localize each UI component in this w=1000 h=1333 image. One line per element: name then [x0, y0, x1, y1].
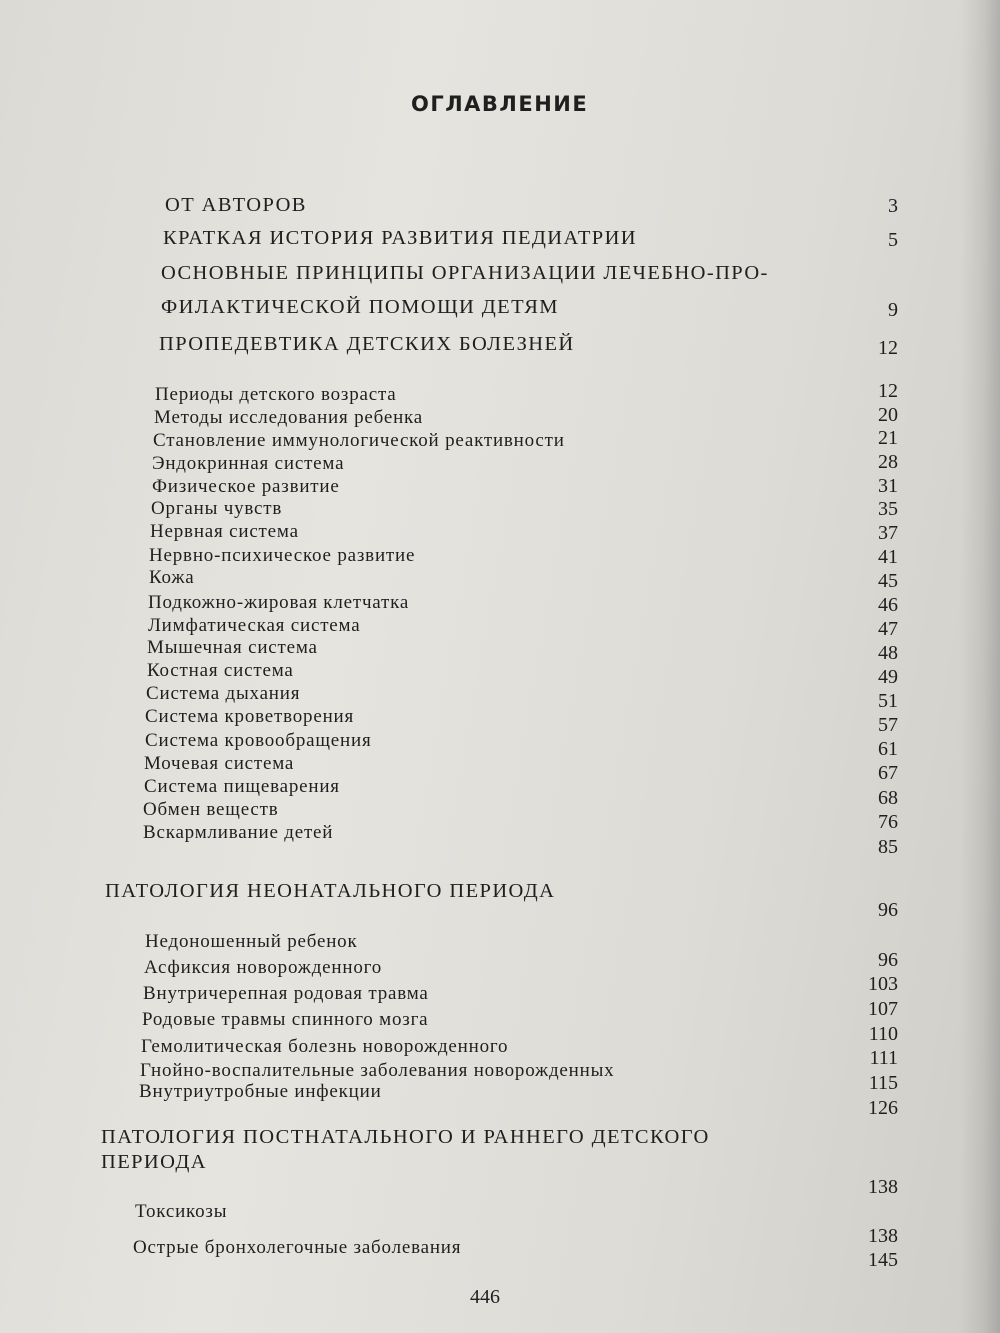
- toc-section-page: 3: [888, 195, 898, 217]
- toc-item-title: Становление иммунологической реактивности: [153, 430, 565, 451]
- toc-item-title: Эндокринная система: [152, 453, 345, 474]
- toc-item-title: Токсикозы: [135, 1201, 228, 1222]
- toc-item-page: 126: [868, 1097, 898, 1119]
- toc-item-page: 138: [868, 1225, 898, 1247]
- toc-item-page: 68: [878, 787, 898, 809]
- page-edge-shadow: [960, 0, 1000, 1333]
- toc-item-page: 145: [868, 1249, 898, 1271]
- toc-item-title: Лимфатическая система: [148, 615, 361, 636]
- toc-item-title: Система пищеварения: [144, 776, 340, 797]
- toc-item-page: 51: [878, 690, 898, 712]
- toc-item-page: 46: [878, 594, 898, 616]
- toc-item-page: 49: [878, 666, 898, 688]
- toc-item-title: Асфиксия новорожденного: [144, 957, 383, 978]
- toc-item-title: Гнойно-воспалительные заболевания новорожденных: [140, 1060, 615, 1081]
- toc-item-title: Методы исследования ребенка: [154, 407, 424, 428]
- toc-item-title: Нервно-психическое развитие: [149, 545, 416, 566]
- toc-item-title: Родовые травмы спинного мозга: [142, 1009, 429, 1030]
- toc-item-page: 96: [878, 949, 898, 971]
- toc-item-page: 115: [868, 1072, 898, 1094]
- toc-item-title: Система дыхания: [146, 683, 301, 704]
- toc-item-page: 48: [878, 642, 898, 664]
- toc-item-title: Нервная система: [150, 521, 299, 542]
- toc-item-title: Обмен веществ: [143, 799, 279, 820]
- toc-item-page: 76: [878, 811, 898, 833]
- toc-item-page: 110: [868, 1023, 898, 1045]
- toc-section-page: 138: [868, 1176, 898, 1198]
- toc-item-page: 47: [878, 618, 898, 640]
- toc-section-title: КРАТКАЯ ИСТОРИЯ РАЗВИТИЯ ПЕДИАТРИИ: [163, 227, 637, 249]
- toc-item-title: Костная система: [147, 660, 294, 681]
- toc-item-title: Внутриутробные инфекции: [139, 1081, 382, 1102]
- toc-item-title: Гемолитическая болезнь новорожденного: [141, 1036, 509, 1057]
- toc-item-page: 37: [878, 522, 898, 544]
- toc-section-page: 9: [888, 299, 898, 321]
- toc-item-title: Физическое развитие: [152, 476, 340, 497]
- toc-item-page: 61: [878, 738, 898, 760]
- toc-item-page: 28: [878, 451, 898, 473]
- page-number: 446: [470, 1286, 500, 1308]
- toc-section-page: 12: [878, 337, 898, 359]
- toc-section-title-line1: ОСНОВНЫЕ ПРИНЦИПЫ ОРГАНИЗАЦИИ ЛЕЧЕБНО-ПРО-: [161, 262, 769, 284]
- toc-section-title: ПРОПЕДЕВТИКА ДЕТСКИХ БОЛЕЗНЕЙ: [159, 333, 575, 355]
- toc-heading: ОГЛАВЛЕНИЕ: [411, 92, 589, 116]
- toc-section-title-line2: ПЕРИОДА: [101, 1151, 207, 1173]
- toc-item-page: 45: [878, 570, 898, 592]
- toc-item-title: Система кровообращения: [145, 730, 372, 751]
- toc-item-title: Кожа: [149, 567, 195, 588]
- toc-section-page: 5: [888, 229, 898, 251]
- toc-item-page: 103: [868, 973, 898, 995]
- toc-item-page: 31: [878, 475, 898, 497]
- toc-item-page: 85: [878, 836, 898, 858]
- toc-section-title: ПАТОЛОГИЯ НЕОНАТАЛЬНОГО ПЕРИОДА: [105, 880, 556, 902]
- toc-section-page: 96: [878, 899, 898, 921]
- toc-section-title-line2: ФИЛАКТИЧЕСКОЙ ПОМОЩИ ДЕТЯМ: [161, 296, 559, 318]
- toc-section-title: ОТ АВТОРОВ: [165, 194, 307, 216]
- toc-section-title-line1: ПАТОЛОГИЯ ПОСТНАТАЛЬНОГО И РАННЕГО ДЕТСКОГО: [101, 1126, 710, 1148]
- toc-item-title: Подкожно-жировая клетчатка: [148, 592, 410, 613]
- toc-item-title: Система кроветворения: [145, 706, 355, 727]
- toc-item-page: 41: [878, 546, 898, 568]
- toc-item-title: Внутричерепная родовая травма: [143, 983, 429, 1004]
- toc-item-title: Периоды детского возраста: [155, 384, 397, 405]
- toc-item-page: 20: [878, 404, 898, 426]
- toc-item-title: Мышечная система: [147, 637, 318, 658]
- toc-item-title: Органы чувств: [151, 498, 283, 519]
- toc-item-title: Вскармливание детей: [143, 822, 334, 843]
- toc-item-page: 107: [868, 998, 898, 1020]
- toc-item-page: 12: [878, 380, 898, 402]
- toc-item-page: 57: [878, 714, 898, 736]
- toc-item-page: 111: [869, 1047, 898, 1069]
- toc-item-page: 21: [878, 427, 898, 449]
- toc-item-title: Недоношенный ребенок: [145, 931, 358, 952]
- toc-item-page: 35: [878, 498, 898, 520]
- toc-item-title: Мочевая система: [144, 753, 295, 774]
- toc-item-page: 67: [878, 762, 898, 784]
- toc-item-title: Острые бронхолегочные заболевания: [133, 1237, 462, 1258]
